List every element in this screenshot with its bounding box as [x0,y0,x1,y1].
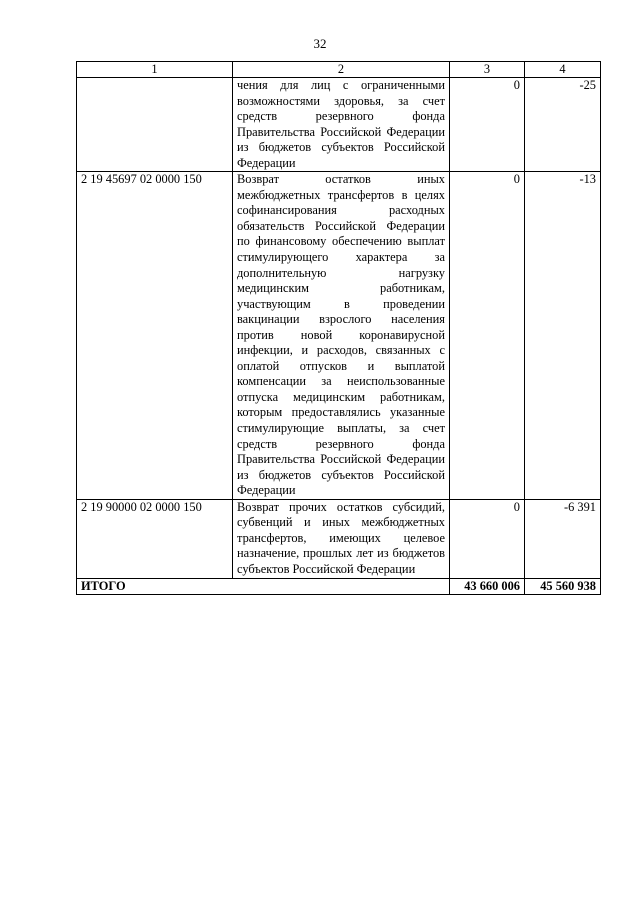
table-row [77,78,601,172]
total-col3-value: 43 660 006 [450,578,525,595]
description-cell: чения для лиц с ограниченными возможностями здоровья, за счет средств резервного фонда Правительства Российской Федерации из бюджетов субъектов Российской Федерации [233,78,450,172]
col3-value-cell: 0 [450,172,525,499]
budget-code-cell [77,78,233,172]
total-col4-value: 45 560 938 [525,578,601,595]
header-col-1: 1 [77,62,233,78]
page-number: 32 [313,36,327,51]
budget-table [76,61,601,595]
description-cell: Возврат прочих остатков субсидий, субвенций и иных межбюджетных трансфертов, имеющих целевое назначение, прошлых лет из бюджетов субъектов Российской Федерации [233,499,450,578]
table-header [77,62,601,78]
table-row [77,172,601,499]
header-col-3: 3 [450,62,525,78]
header-col-2: 2 [233,62,450,78]
description-cell: Возврат остатков иных межбюджетных трансфертов в целях софинансирования расходных обязательств Российской Федерации по финансовому обеспечению выплат стимулирующего характера за дополнительную нагрузку медицинским работникам, участвующим в проведении вакцинации взрослого населения против новой коронавирусной инфекции, и расходов, связанных с оплатой отпусков и выплатой компенсации за неиспользованные отпуска медицинским работникам, которым предоставлялись указанные стимулирующие выплаты, за счет средств резервного фонда Правительства Российской Федерации из бюджетов субъектов Российской Федерации [233,172,450,499]
table-row [77,499,601,578]
col4-value-cell: -25 [525,78,601,172]
header-col-4: 4 [525,62,601,78]
total-label: ИТОГО [77,578,450,595]
col3-value-cell: 0 [450,499,525,578]
col4-value-cell: -6 391 [525,499,601,578]
header-row [77,62,601,78]
budget-code-cell: 2 19 90000 02 0000 150 [77,499,233,578]
col3-value-cell: 0 [450,78,525,172]
col4-value-cell: -13 [525,172,601,499]
table-body [77,78,601,595]
budget-code-cell: 2 19 45697 02 0000 150 [77,172,233,499]
total-row [77,578,601,595]
